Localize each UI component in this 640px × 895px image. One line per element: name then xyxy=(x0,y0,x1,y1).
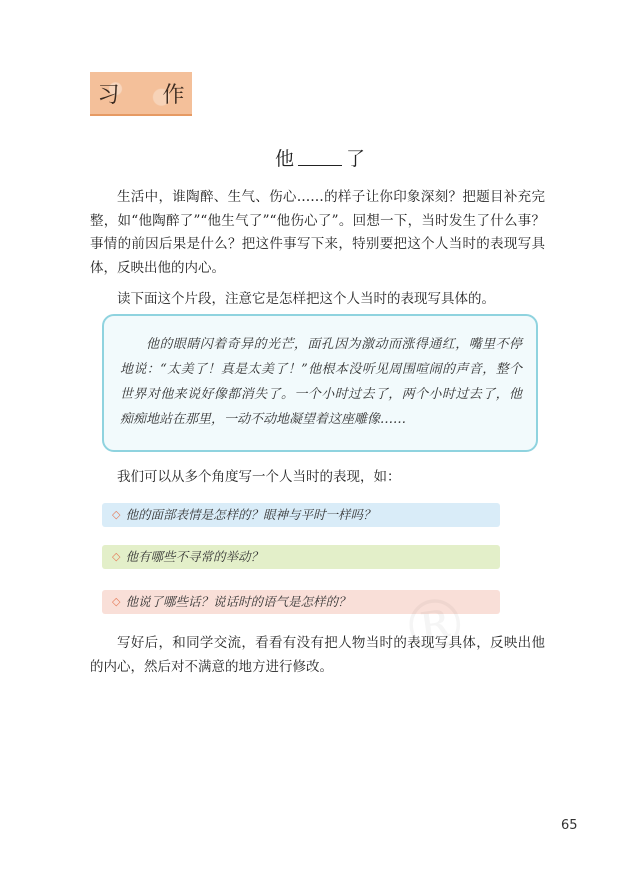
section-header xyxy=(90,72,203,116)
question-text: 他有哪些不寻常的举动？ xyxy=(125,549,263,564)
closing-paragraph: 写好后，和同学交流，看看有没有把人物当时的表现写具体，反映出他的内心，然后对不满意的地方进行修改。 xyxy=(90,635,545,675)
diamond-icon: ◇ xyxy=(112,550,121,563)
page-number: 65 xyxy=(561,818,578,833)
title-before: 他 xyxy=(274,148,294,170)
question-text: 他说了哪些话？说话时的语气是怎样的？ xyxy=(125,594,351,609)
question-text: 他的面部表情是怎样的？眼神与平时一样吗？ xyxy=(125,507,376,522)
intro-paragraph: 生活中，谁陶醉、生气、伤心……的样子让你印象深刻？把题目补充完整，如“他陶醉了”“他生气了”“他伤心了”。回想一下，当时发生了什么事？事情的前因后果是什么？把这件事写下来，特别要把这个人当时的表现写具体，反映出他的内心。 xyxy=(90,189,545,276)
angles-intro: 我们可以从多个角度写一个人当时的表现，如： xyxy=(117,469,401,485)
diamond-icon: ◇ xyxy=(112,508,121,521)
instruction-paragraph: 读下面这个片段，注意它是怎样把这个人当时的表现写具体的。 xyxy=(117,291,495,307)
title-blank xyxy=(298,147,342,166)
question-item xyxy=(102,545,500,569)
section-header-label: 习 作 xyxy=(97,82,203,108)
diamond-icon: ◇ xyxy=(112,595,121,608)
title-after: 了 xyxy=(346,148,366,170)
excerpt-box: 他的眼睛闪着奇异的光芒，面孔因为激动而涨得通红，嘴里不停地说：“太美了！真是太美了！”他根本没听见周围喧闹的声音，整个世界对他来说好像都消失了。一个小时过去了，两个小时过去了，他痴痴地站在那里，一动不动地凝望着这座雕像…… xyxy=(102,314,538,452)
question-item xyxy=(102,503,500,527)
page-title xyxy=(0,144,640,171)
